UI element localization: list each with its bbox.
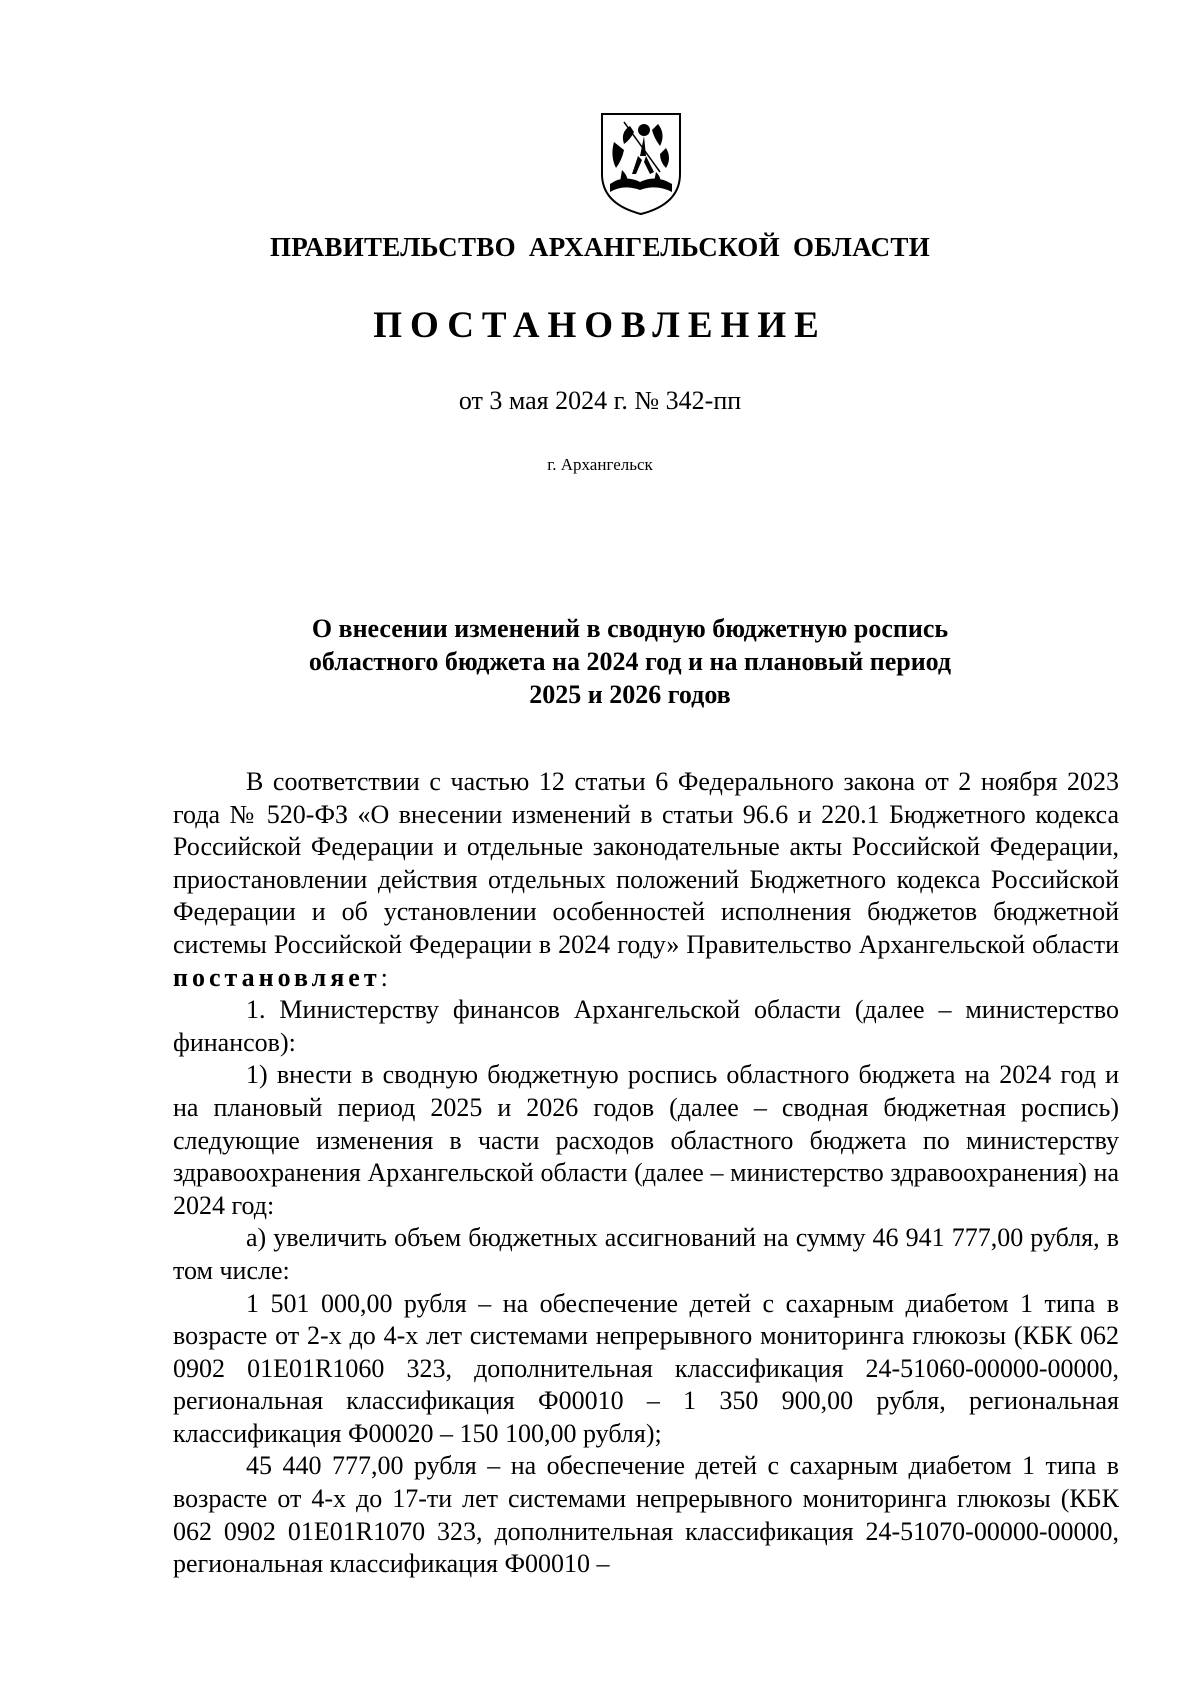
paragraph-amount-2: 45 440 777,00 рубля – на обеспечение детей с сахарным диабетом 1 типа в возрасте от 4-х до 17-ти лет системами непрерывного мониторинга глюкозы (КБК 062 0902 01Е01R1070 323, дополнительная классификация 24-51070-00000-00000, региональная классификация Ф00010 – [173, 1451, 1119, 1579]
subject-line-1: О внесении изменений в сводную бюджетную роспись [311, 614, 949, 643]
paragraph-amount-1: 1 501 000,00 рубля – на обеспечение детей с сахарным диабетом 1 типа в возрасте от 2-х до 4-х лет системами непрерывного мониторинга глюкозы (КБК 062 0902 01Е01R1060 323, дополнительная классификация 24-51060-00000-00000, региональная классификация Ф00010 – 1 350 900,00 рубля, региональная классификация Ф00020 – 150 100,00 рубля); [173, 1288, 1119, 1448]
preamble-text: В соответствии с частью 12 статьи 6 Федерального закона от 2 ноября 2023 года № 520-ФЗ «О внесении изменений в статьи 96.6 и 220.1 Бюджетного кодекса Российской Федерации и отдельные законодательные акты Российской Федерации, приостановлении действия отдельных положений Бюджетного кодекса Российской Федерации и об установлении особенностей исполнения бюджетов бюджетной системы Российской Федерации в 2024 году» Правительство Архангельской области [173, 767, 1119, 959]
document-date-number: от 3 мая 2024 г. № 342-пп [458, 386, 742, 415]
preamble-end: : [380, 962, 388, 992]
paragraph-subitem-1: 1) внести в сводную бюджетную роспись областного бюджета на 2024 год и на плановый период 2025 и 2026 годов (далее – сводная бюджетная роспись) следующие изменения в части расходов областного бюджета по министерству здравоохранения Архангельской области (далее – министерство здравоохранения) на 2024 год: [173, 1060, 1119, 1220]
document-city: г. Архангельск [547, 455, 653, 474]
paragraph-preamble [173, 766, 1119, 994]
resolves-keyword: постановляет [173, 962, 381, 992]
government-name: ПРАВИТЕЛЬСТВО АРХАНГЕЛЬСКОЙ ОБЛАСТИ [269, 232, 931, 262]
coat-of-arms-emblem [600, 112, 682, 216]
document-subject [170, 612, 1090, 711]
subject-line-2: областного бюджета на 2024 год и на плановый период [308, 647, 952, 676]
document-type-title: ПОСТАНОВЛЕНИЕ [373, 305, 827, 346]
subject-line-3: 2025 и 2026 годов [529, 680, 731, 709]
paragraph-item-1: 1. Министерству финансов Архангельской области (далее – министерство финансов): [173, 995, 1119, 1057]
document-body [173, 766, 1119, 1581]
paragraph-subitem-a: а) увеличить объем бюджетных ассигнований на сумму 46 941 777,00 рубля, в том числе: [173, 1223, 1119, 1285]
